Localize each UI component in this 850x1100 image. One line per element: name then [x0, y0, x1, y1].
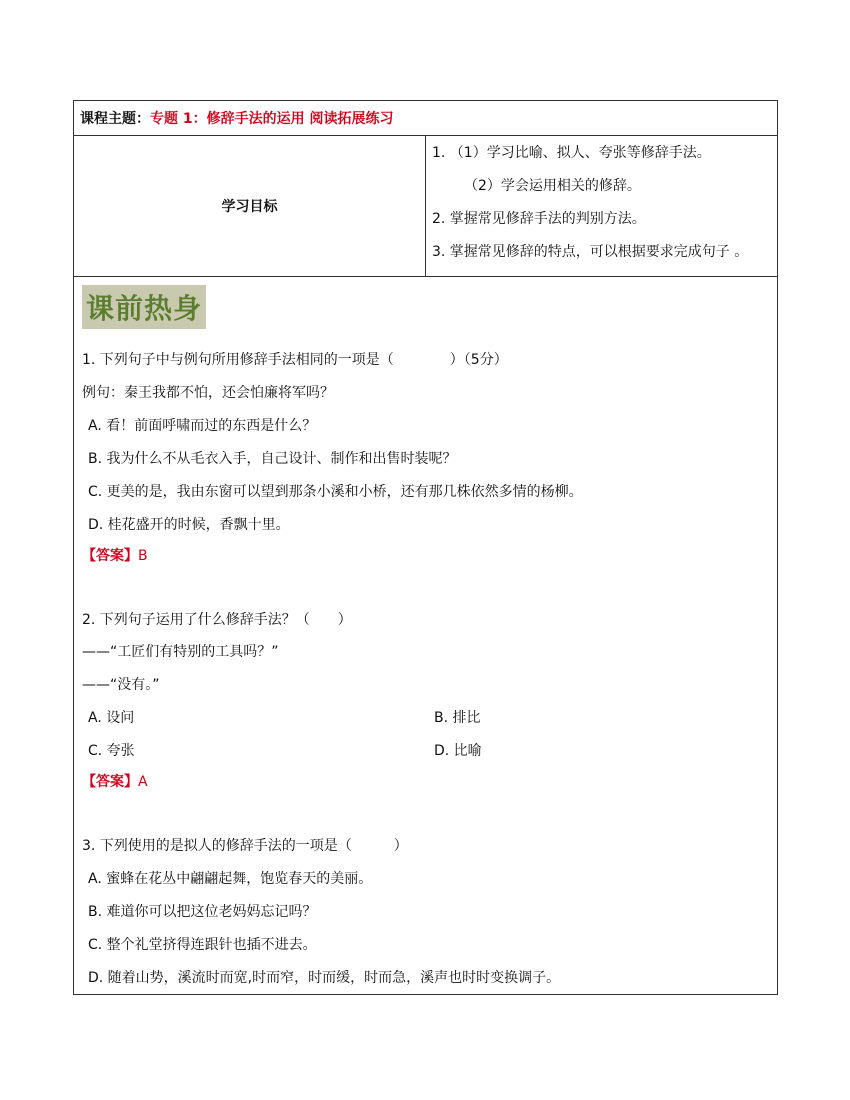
goal-item: （2）学会运用相关的修辞。	[464, 178, 641, 194]
q1-option-b: B. 我为什么不从毛衣入手，自己设计、制作和出售时装呢？	[88, 451, 457, 467]
course-header-table	[73, 100, 778, 277]
q3-option-b: B. 难道你可以把这位老妈妈忘记吗？	[88, 904, 317, 920]
q2-option-d: D. 比喻	[434, 743, 482, 759]
q1-option-c: C. 更美的是，我由东窗可以望到那条小溪和小桥，还有那几株依然多情的杨柳。	[88, 484, 583, 500]
topic-label: 课程主题：	[80, 111, 150, 127]
q2-line-1: ——“工匠们有特别的工具吗？”	[82, 644, 279, 660]
q1-answer-label: 【答案】	[82, 548, 138, 564]
q3-option-d: D. 随着山势，溪流时而宽,时而窄，时而缓，时而急，溪声也时时变换调子。	[88, 970, 561, 986]
goals-list	[426, 136, 778, 277]
q2-answer-value: A	[138, 774, 148, 790]
q2-option-a: A. 设问	[88, 710, 135, 726]
q1-example: 例句：秦王我都不怕，还会怕廉将军吗？	[82, 385, 334, 401]
q1-option-a: A. 看！前面呼啸而过的东西是什么？	[88, 418, 317, 434]
q1-answer-value: B	[138, 548, 148, 564]
goal-item: 1. （1）学习比喻、拟人、夸张等修辞手法。	[432, 145, 711, 161]
goal-item: 2. 掌握常见修辞手法的判别方法。	[432, 211, 646, 227]
q1-answer	[82, 545, 148, 565]
q2-option-b: B. 排比	[434, 710, 481, 726]
q2-answer	[82, 771, 148, 791]
q1-option-d: D. 桂花盛开的时候，香飘十里。	[88, 517, 290, 533]
goal-item: 3. 掌握常见修辞的特点，可以根据要求完成句子 。	[432, 244, 749, 260]
topic-value: 专题 1：修辞手法的运用 阅读拓展练习	[150, 111, 394, 127]
q3-option-a: A. 蜜蜂在花丛中翩翩起舞，饱览春天的美丽。	[88, 871, 373, 887]
q2-line-2: ——“没有。”	[82, 677, 160, 693]
topic-row	[74, 101, 778, 136]
worksheet	[73, 100, 778, 995]
q2-answer-label: 【答案】	[82, 774, 138, 790]
exercise-box	[73, 277, 778, 995]
q3-stem: 3. 下列使用的是拟人的修辞手法的一项是（ ）	[82, 838, 408, 854]
q1-stem: 1. 下列句子中与例句所用修辞手法相同的一项是（ ）（5分）	[82, 352, 508, 368]
q2-stem: 2. 下列句子运用了什么修辞手法？（ ）	[82, 612, 352, 628]
q3-option-c: C. 整个礼堂挤得连跟针也插不进去。	[88, 937, 317, 953]
goals-label: 学习目标	[74, 136, 426, 277]
section-title: 课前热身	[82, 285, 206, 329]
q2-option-c: C. 夸张	[88, 743, 135, 759]
